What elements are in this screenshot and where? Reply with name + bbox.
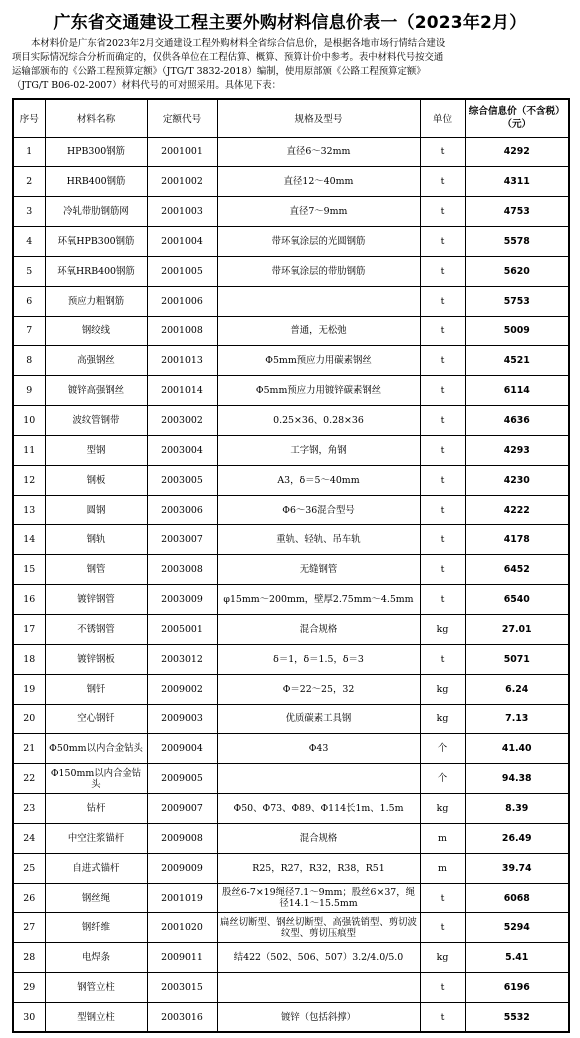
cell-seq: 21 [13, 734, 45, 764]
table-header-row [13, 99, 569, 137]
cell-name: 钢绞线 [45, 316, 147, 346]
table-row [13, 256, 569, 286]
cell-spec: 股丝6-7×19绳径7.1～9mm；股丝6×37，绳径14.1～15.5mm [217, 883, 420, 913]
cell-spec: φ15mm～200mm，壁厚2.75mm～4.5mm [217, 585, 420, 615]
intro-line: （JTG/T B06-02-2007）材料代号的可对照采用。具体见下表： [12, 80, 281, 92]
cell-name: 环氧HRB400钢筋 [45, 256, 147, 286]
cell-seq: 17 [13, 615, 45, 645]
cell-price: 26.49 [465, 823, 569, 853]
cell-seq: 25 [13, 853, 45, 883]
table-row [13, 1002, 569, 1032]
cell-name: 镀锌高强钢丝 [45, 376, 147, 406]
cell-spec: Φ5mm预应力用镀锌碳素钢丝 [217, 376, 420, 406]
cell-spec: 重轨、轻轨、吊车轨 [217, 525, 420, 555]
cell-spec: 带环氧涂层的带肋钢筋 [217, 256, 420, 286]
cell-unit: t [420, 286, 465, 316]
cell-unit: t [420, 137, 465, 167]
cell-price: 4222 [465, 495, 569, 525]
cell-seq: 2 [13, 167, 45, 197]
cell-price: 94.38 [465, 764, 569, 794]
cell-unit: t [420, 435, 465, 465]
cell-spec [217, 286, 420, 316]
cell-seq: 14 [13, 525, 45, 555]
table-row [13, 406, 569, 436]
table-row [13, 197, 569, 227]
table-row [13, 585, 569, 615]
cell-unit: t [420, 585, 465, 615]
table-row [13, 376, 569, 406]
cell-price: 6540 [465, 585, 569, 615]
cell-spec: 扁丝切断型、钢丝切断型、高强铣销型、剪切波纹型、剪切压痕型 [217, 913, 420, 943]
cell-seq: 11 [13, 435, 45, 465]
table-row [13, 137, 569, 167]
intro-line: 项目实际情况综合分析而确定的，仅供各单位在工程估算、概算、预算计价中参考。表中材料代号按交通 [12, 52, 444, 64]
cell-name: 镀锌钢板 [45, 644, 147, 674]
cell-unit: t [420, 197, 465, 227]
cell-spec [217, 973, 420, 1003]
cell-unit: t [420, 973, 465, 1003]
table-row [13, 525, 569, 555]
cell-unit: t [420, 644, 465, 674]
cell-unit: kg [420, 943, 465, 973]
cell-price: 4521 [465, 346, 569, 376]
table-row [13, 167, 569, 197]
cell-code: 2001003 [147, 197, 217, 227]
cell-seq: 30 [13, 1002, 45, 1032]
cell-price: 41.40 [465, 734, 569, 764]
cell-seq: 12 [13, 465, 45, 495]
cell-code: 2003007 [147, 525, 217, 555]
cell-name: 钢纤维 [45, 913, 147, 943]
cell-unit: kg [420, 674, 465, 704]
table-body [13, 137, 569, 1032]
cell-seq: 13 [13, 495, 45, 525]
cell-unit: t [420, 913, 465, 943]
cell-seq: 24 [13, 823, 45, 853]
intro-line: 本材料价是广东省2023年2月交通建设工程外购材料全省综合信息价，是根据各地市场行情结合建设 [31, 38, 446, 49]
cell-price: 27.01 [465, 615, 569, 645]
table-row [13, 823, 569, 853]
cell-name: 钢管 [45, 555, 147, 585]
cell-name: 不锈钢管 [45, 615, 147, 645]
cell-name: 型钢立柱 [45, 1002, 147, 1032]
cell-unit: 个 [420, 734, 465, 764]
cell-code: 2003006 [147, 495, 217, 525]
page-title: 广东省交通建设工程主要外购材料信息价表一（2023年2月） [53, 13, 527, 33]
cell-code: 2001019 [147, 883, 217, 913]
cell-price: 8.39 [465, 794, 569, 824]
table-row [13, 853, 569, 883]
cell-unit: kg [420, 794, 465, 824]
cell-name: 高强钢丝 [45, 346, 147, 376]
price-table [12, 98, 570, 1033]
cell-spec: Φ6～36混合型号 [217, 495, 420, 525]
cell-price: 5753 [465, 286, 569, 316]
cell-code: 2005001 [147, 615, 217, 645]
cell-unit: m [420, 853, 465, 883]
cell-code: 2003016 [147, 1002, 217, 1032]
cell-name: 圆钢 [45, 495, 147, 525]
cell-price: 4636 [465, 406, 569, 436]
cell-name: Φ50mm以内合金钻头 [45, 734, 147, 764]
cell-price: 7.13 [465, 704, 569, 734]
table-row [13, 465, 569, 495]
cell-code: 2009009 [147, 853, 217, 883]
cell-seq: 9 [13, 376, 45, 406]
cell-seq: 8 [13, 346, 45, 376]
cell-price: 39.74 [465, 853, 569, 883]
cell-code: 2009011 [147, 943, 217, 973]
cell-seq: 3 [13, 197, 45, 227]
header-spec: 规格及型号 [217, 99, 420, 137]
cell-price: 4292 [465, 137, 569, 167]
cell-price: 6196 [465, 973, 569, 1003]
cell-name: HRB400钢筋 [45, 167, 147, 197]
cell-name: 镀锌钢管 [45, 585, 147, 615]
cell-spec: 无缝钢管 [217, 555, 420, 585]
table-row [13, 794, 569, 824]
cell-seq: 23 [13, 794, 45, 824]
cell-code: 2001005 [147, 256, 217, 286]
cell-price: 6114 [465, 376, 569, 406]
cell-unit: kg [420, 615, 465, 645]
cell-code: 2001020 [147, 913, 217, 943]
cell-code: 2001008 [147, 316, 217, 346]
cell-code: 2003015 [147, 973, 217, 1003]
cell-price: 4293 [465, 435, 569, 465]
cell-spec: 优质碳素工具钢 [217, 704, 420, 734]
cell-seq: 29 [13, 973, 45, 1003]
cell-name: 钢丝绳 [45, 883, 147, 913]
cell-name: 自进式锚杆 [45, 853, 147, 883]
cell-code: 2009004 [147, 734, 217, 764]
cell-spec: 0.25×36、0.28×36 [217, 406, 420, 436]
cell-spec: 镀锌（包括斜撑） [217, 1002, 420, 1032]
cell-spec [217, 764, 420, 794]
cell-price: 4753 [465, 197, 569, 227]
cell-price: 5578 [465, 227, 569, 257]
table-row [13, 495, 569, 525]
cell-spec: Φ5mm预应力用碳素钢丝 [217, 346, 420, 376]
cell-name: 环氧HPB300钢筋 [45, 227, 147, 257]
cell-spec: Φ＝22～25，32 [217, 674, 420, 704]
cell-name: 型钢 [45, 435, 147, 465]
cell-unit: t [420, 465, 465, 495]
cell-name: Φ150mm以内合金钻头 [45, 764, 147, 794]
table-row [13, 286, 569, 316]
cell-unit: t [420, 1002, 465, 1032]
cell-unit: t [420, 406, 465, 436]
cell-name: 钢管立柱 [45, 973, 147, 1003]
cell-code: 2003002 [147, 406, 217, 436]
cell-seq: 28 [13, 943, 45, 973]
table-row [13, 316, 569, 346]
cell-seq: 19 [13, 674, 45, 704]
cell-name: 钢轨 [45, 525, 147, 555]
cell-name: 波纹管钢带 [45, 406, 147, 436]
table-row [13, 435, 569, 465]
cell-seq: 26 [13, 883, 45, 913]
table-row [13, 674, 569, 704]
cell-price: 4230 [465, 465, 569, 495]
cell-unit: 个 [420, 764, 465, 794]
cell-unit: t [420, 555, 465, 585]
cell-seq: 16 [13, 585, 45, 615]
cell-price: 5009 [465, 316, 569, 346]
cell-unit: t [420, 256, 465, 286]
header-seq: 序号 [13, 99, 45, 137]
cell-name: 空心钢钎 [45, 704, 147, 734]
cell-unit: kg [420, 704, 465, 734]
table-row [13, 913, 569, 943]
cell-seq: 22 [13, 764, 45, 794]
cell-spec: A3，δ＝5～40mm [217, 465, 420, 495]
cell-price: 5620 [465, 256, 569, 286]
cell-price: 6068 [465, 883, 569, 913]
cell-seq: 4 [13, 227, 45, 257]
cell-seq: 27 [13, 913, 45, 943]
intro-line: 运输部颁布的《公路工程预算定额》（JTG/T 3832-2018）编制，使用原部颁《公路工程预算定额》 [12, 66, 426, 78]
header-code: 定额代号 [147, 99, 217, 137]
cell-unit: t [420, 376, 465, 406]
cell-code: 2001014 [147, 376, 217, 406]
cell-name: HPB300钢筋 [45, 137, 147, 167]
cell-unit: t [420, 883, 465, 913]
cell-seq: 10 [13, 406, 45, 436]
cell-unit: t [420, 167, 465, 197]
cell-price: 5071 [465, 644, 569, 674]
table-row [13, 227, 569, 257]
table-row [13, 346, 569, 376]
cell-price: 5294 [465, 913, 569, 943]
cell-spec: R25，R27，R32，R38，R51 [217, 853, 420, 883]
cell-spec: 普通，无松弛 [217, 316, 420, 346]
cell-unit: t [420, 227, 465, 257]
cell-code: 2009003 [147, 704, 217, 734]
table-row [13, 973, 569, 1003]
cell-seq: 5 [13, 256, 45, 286]
cell-code: 2003008 [147, 555, 217, 585]
header-name: 材料名称 [45, 99, 147, 137]
table-row [13, 644, 569, 674]
cell-code: 2009002 [147, 674, 217, 704]
cell-name: 钻杆 [45, 794, 147, 824]
cell-code: 2009008 [147, 823, 217, 853]
cell-spec: 直径12～40mm [217, 167, 420, 197]
cell-name: 预应力粗钢筋 [45, 286, 147, 316]
cell-code: 2009007 [147, 794, 217, 824]
cell-seq: 20 [13, 704, 45, 734]
cell-spec: 直径6～32mm [217, 137, 420, 167]
cell-code: 2001006 [147, 286, 217, 316]
cell-seq: 18 [13, 644, 45, 674]
cell-price: 6452 [465, 555, 569, 585]
cell-spec: δ＝1，δ＝1.5，δ＝3 [217, 644, 420, 674]
cell-seq: 1 [13, 137, 45, 167]
cell-unit: m [420, 823, 465, 853]
table-row [13, 555, 569, 585]
cell-code: 2003009 [147, 585, 217, 615]
cell-name: 电焊条 [45, 943, 147, 973]
table-row [13, 764, 569, 794]
cell-spec: 混合规格 [217, 615, 420, 645]
cell-code: 2001004 [147, 227, 217, 257]
cell-seq: 6 [13, 286, 45, 316]
cell-spec: 结422（502、506、507）3.2/4.0/5.0 [217, 943, 420, 973]
cell-spec: 混合规格 [217, 823, 420, 853]
cell-code: 2001001 [147, 137, 217, 167]
cell-price: 5.41 [465, 943, 569, 973]
cell-price: 6.24 [465, 674, 569, 704]
cell-spec: 工字钢，角钢 [217, 435, 420, 465]
cell-name: 钢钎 [45, 674, 147, 704]
cell-code: 2009005 [147, 764, 217, 794]
cell-name: 钢板 [45, 465, 147, 495]
table-row [13, 883, 569, 913]
table-row [13, 704, 569, 734]
cell-code: 2003012 [147, 644, 217, 674]
intro-paragraph [12, 37, 568, 93]
cell-spec: 直径7～9mm [217, 197, 420, 227]
cell-seq: 7 [13, 316, 45, 346]
table-row [13, 615, 569, 645]
cell-price: 4311 [465, 167, 569, 197]
cell-spec: 带环氧涂层的光圆钢筋 [217, 227, 420, 257]
table-row [13, 734, 569, 764]
cell-spec: Φ50、Φ73、Φ89、Φ114长1m、1.5m [217, 794, 420, 824]
cell-code: 2001013 [147, 346, 217, 376]
cell-unit: t [420, 316, 465, 346]
cell-spec: Φ43 [217, 734, 420, 764]
cell-name: 冷轧带肋钢筋网 [45, 197, 147, 227]
cell-unit: t [420, 346, 465, 376]
cell-unit: t [420, 525, 465, 555]
cell-code: 2001002 [147, 167, 217, 197]
cell-price: 5532 [465, 1002, 569, 1032]
header-unit: 单位 [420, 99, 465, 137]
cell-name: 中空注浆锚杆 [45, 823, 147, 853]
cell-unit: t [420, 495, 465, 525]
cell-code: 2003005 [147, 465, 217, 495]
cell-code: 2003004 [147, 435, 217, 465]
header-price: 综合信息价（不含税）（元） [465, 99, 569, 137]
cell-price: 4178 [465, 525, 569, 555]
table-row [13, 943, 569, 973]
cell-seq: 15 [13, 555, 45, 585]
